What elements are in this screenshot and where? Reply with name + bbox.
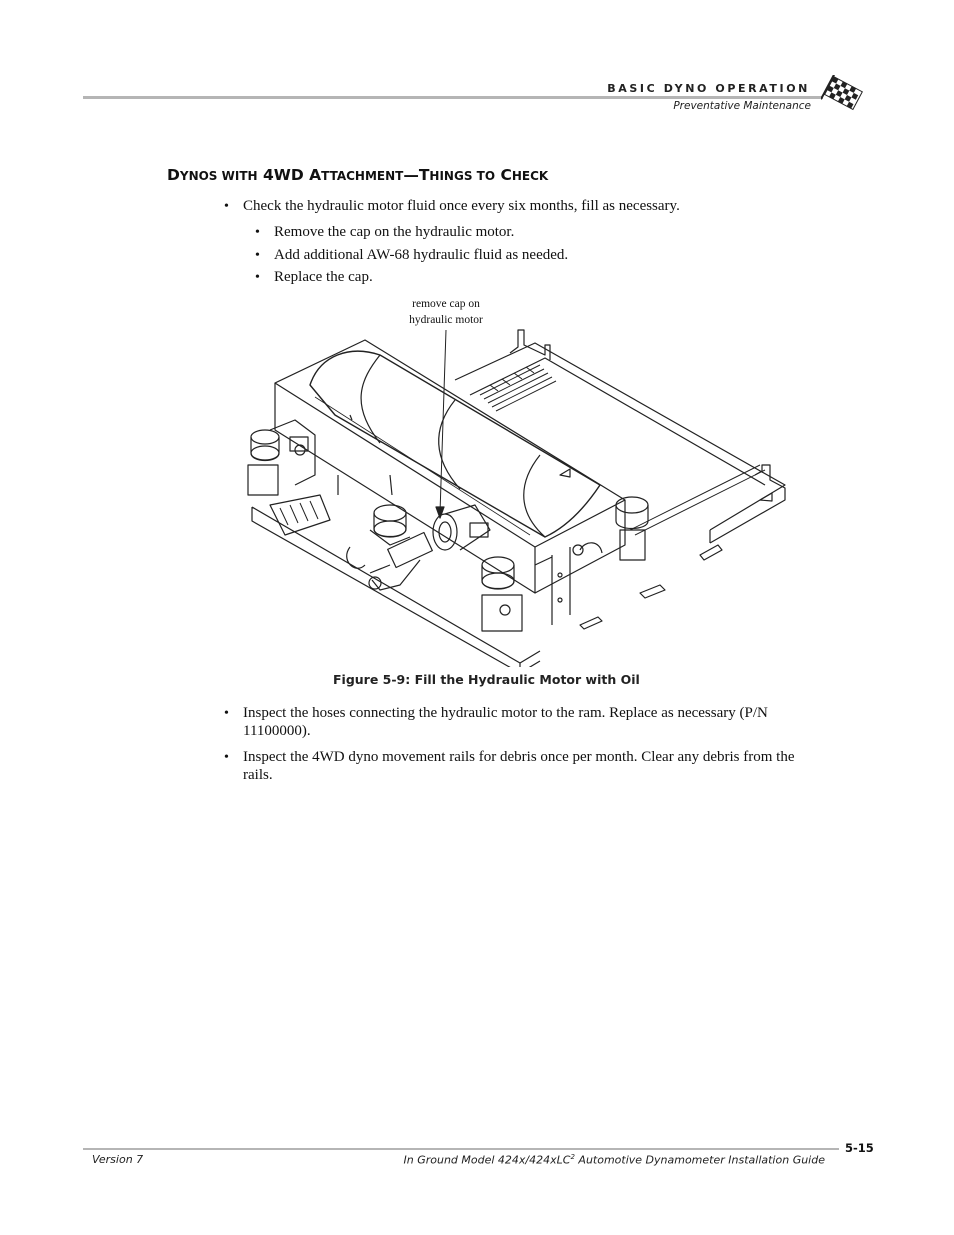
list-item: • Check the hydraulic motor fluid once every six months, fill as necessary. xyxy=(243,198,813,216)
list-item: • Add additional AW-68 hydraulic fluid as needed. xyxy=(274,247,568,265)
figure-callout: remove cap on hydraulic motor xyxy=(409,298,483,326)
page-number: 5-15 xyxy=(845,1141,874,1155)
running-header-subsection: Preventative Maintenance xyxy=(673,100,811,112)
footer-version: Version 7 xyxy=(92,1153,144,1166)
header-rule xyxy=(83,96,823,99)
running-header-section: BASIC DYNO OPERATION xyxy=(607,82,810,95)
section-heading: DYNOS WITH 4WD ATTACHMENT—THINGS TO CHECK xyxy=(167,166,549,184)
footer-title: In Ground Model 424x/424xLC$^2$ Automotive Dynamometer Installation Guide xyxy=(403,1153,825,1167)
list-item: • Inspect the hoses connecting the hydraulic motor to the ram. Replace as necessary (P/N 11100000). xyxy=(243,705,821,740)
list-item: • Remove the cap on the hydraulic motor. xyxy=(274,224,568,242)
figure-caption: Figure 5-9: Fill the Hydraulic Motor with Oil xyxy=(333,672,640,687)
main-bullet-list xyxy=(243,198,813,216)
sub-bullet-list xyxy=(274,224,568,292)
footer-rule xyxy=(83,1148,839,1150)
dyno-figure xyxy=(240,325,795,667)
list-item: • Replace the cap. xyxy=(274,269,568,287)
inspection-bullet-list xyxy=(243,705,821,793)
list-item: • Inspect the 4WD dyno movement rails for debris once per month. Clear any debris from the rails. xyxy=(243,749,821,784)
checkered-flag-icon xyxy=(821,75,865,113)
